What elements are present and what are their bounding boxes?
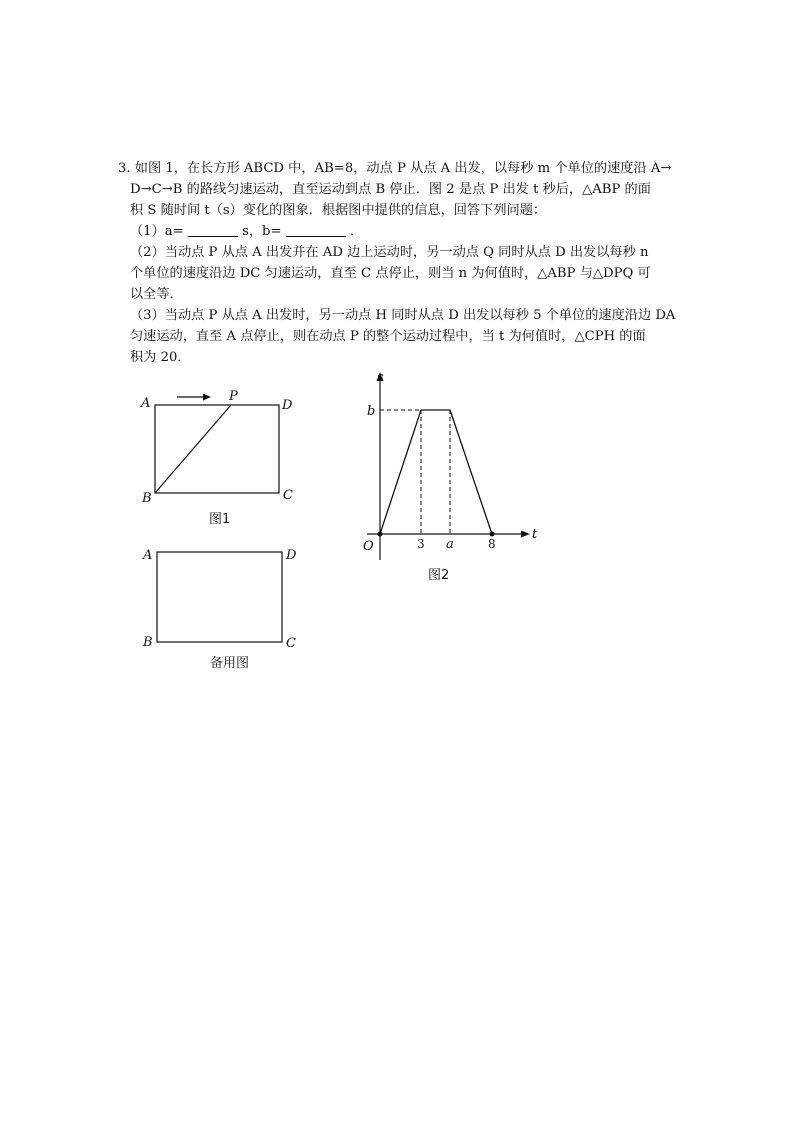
question-3-line-1: （3）当动点 P 从点 A 出发时，另一动点 H 同时从点 D 出发以每秒 5 个单位的速度沿边 DA <box>130 308 676 323</box>
x-axis-arrow <box>521 531 530 538</box>
answer-blank-b[interactable] <box>286 222 346 237</box>
figure-1 <box>135 385 315 530</box>
x-tick-a: a <box>446 537 454 552</box>
problem-line-3: 积 S 随时间 t（s）变化的图象．根据图中提供的信息，回答下列问题： <box>130 203 547 218</box>
area-graph <box>380 410 492 534</box>
figure-1-caption: 图1 <box>209 512 231 527</box>
segment-bp <box>155 405 231 493</box>
label-a: A <box>141 396 151 411</box>
y-axis-label: s <box>377 370 384 385</box>
answer-blank-a[interactable] <box>188 222 238 237</box>
question-1-end: ． <box>349 224 364 239</box>
question-1-mid: s，b= <box>242 224 282 239</box>
label-c: C <box>283 488 293 503</box>
y-tick-b: b <box>367 404 376 419</box>
figure-spare <box>135 540 315 670</box>
figure-spare-caption: 备用图 <box>210 656 250 671</box>
x-axis-label: t <box>532 527 538 542</box>
origin-label: O <box>363 539 374 554</box>
label-a: A <box>143 548 153 563</box>
question-1 <box>118 221 680 242</box>
x-tick-3: 3 <box>417 537 425 551</box>
problem-text <box>118 158 680 368</box>
question-1-prefix: （1）a= <box>130 224 184 239</box>
label-p: P <box>229 389 238 404</box>
end-point <box>490 532 495 537</box>
label-d: D <box>282 398 293 413</box>
label-b: B <box>142 491 152 506</box>
figure-2 <box>355 368 555 583</box>
question-2-line-3: 以全等． <box>130 287 183 302</box>
question-3-line-3: 积为 20． <box>130 350 191 365</box>
question-2-line-1: （2）当动点 P 从点 A 出发并在 AD 边上运动时，另一动点 Q 同时从点 D 出发以每秒 n <box>130 245 649 260</box>
figure-2-caption: 图2 <box>428 568 450 583</box>
label-c: C <box>286 636 296 651</box>
rectangle-abcd <box>155 405 279 493</box>
question-2-line-2: 个单位的速度沿边 DC 匀速运动，直至 C 点停止，则当 n 为何值时，△ABP 与△DPQ 可 <box>130 266 651 281</box>
question-3-line-2: 匀速运动，直至 A 点停止，则在动点 P 的整个运动过程中，当 t 为何值时，△CPH 的面 <box>130 329 646 344</box>
problem-line-2: D→C→B 的路线匀速运动，直至运动到点 B 停止．图 2 是点 P 出发 t 秒后，△ABP 的面 <box>130 182 651 197</box>
direction-arrow-head <box>203 394 211 401</box>
problem-line-1: 3. 如图 1，在长方形 ABCD 中，AB=8，动点 P 从点 A 出发，以每秒 m 个单位的速度沿 A→ <box>118 161 672 176</box>
x-tick-8: 8 <box>488 537 496 551</box>
rectangle-spare <box>157 552 282 642</box>
origin-point <box>378 532 383 537</box>
label-d: D <box>286 548 297 563</box>
label-b: B <box>143 635 153 650</box>
